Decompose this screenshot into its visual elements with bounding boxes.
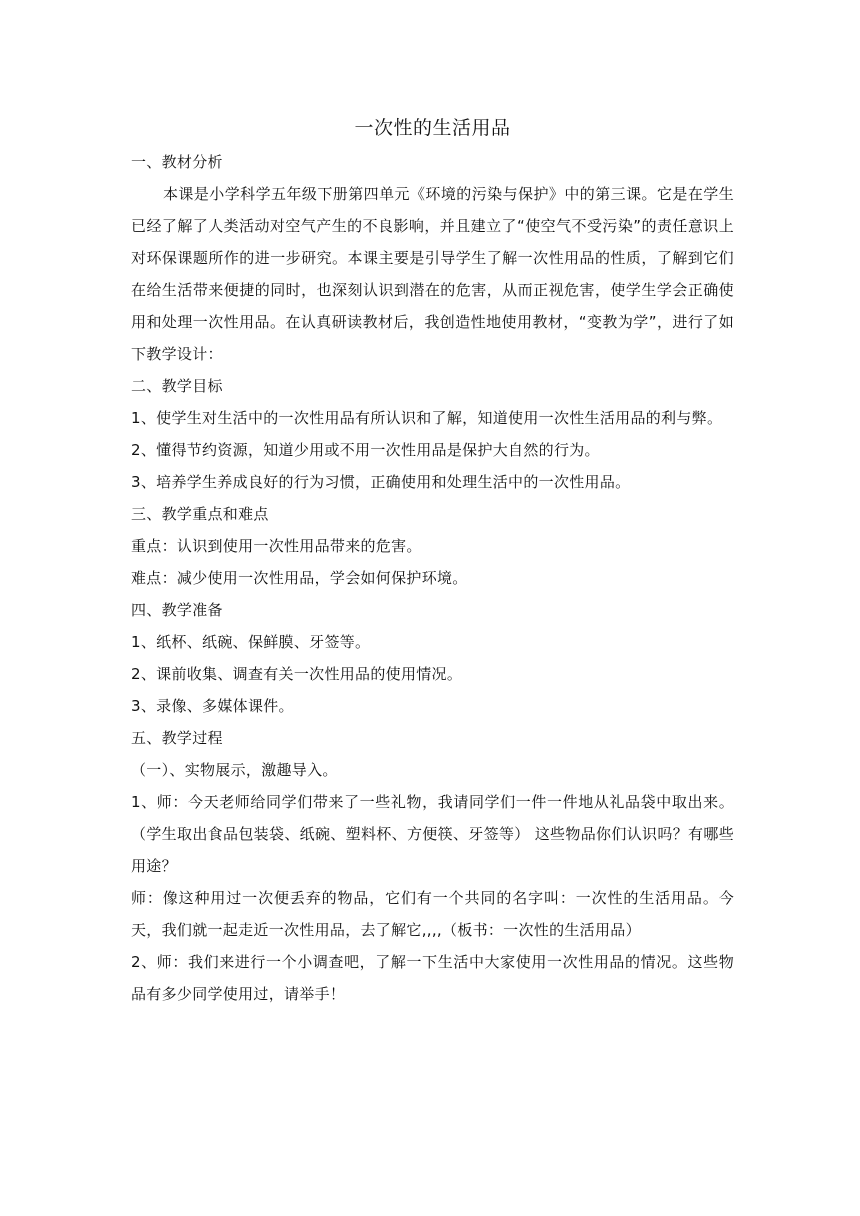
document-title: 一次性的生活用品 — [354, 117, 511, 139]
list-item: 2、课前收集、调查有关一次性用品的使用情况。 — [131, 665, 463, 683]
document-body — [131, 112, 734, 1010]
body-paragraph: 2、师：我们来进行一个小调查吧，了解一下生活中大家使用一次性用品的情况。这些物品有多少同学使用过，请举手！ — [131, 953, 734, 1003]
section-heading-2: 二、教学目标 — [131, 377, 223, 395]
section-heading-5: 五、教学过程 — [131, 729, 223, 747]
section-heading-1: 一、教材分析 — [131, 153, 223, 171]
section-heading-4: 四、教学准备 — [131, 601, 223, 619]
list-item: 3、培养学生养成良好的行为习惯，正确使用和处理生活中的一次性用品。 — [131, 473, 631, 491]
difficult-point: 难点：减少使用一次性用品，学会如何保护环境。 — [131, 569, 468, 587]
body-paragraph: 1、师：今天老师给同学们带来了一些礼物，我请同学们一件一件地从礼品袋中取出来。（学生取出食品包装袋、纸碗、塑料杯、方便筷、牙签等） 这些物品你们认识吗？有哪些用途？ — [131, 793, 734, 875]
list-item: 1、使学生对生活中的一次性用品有所认识和了解，知道使用一次性生活用品的利与弊。 — [131, 409, 723, 427]
body-paragraph: 师：像这种用过一次便丢弃的物品，它们有一个共同的名字叫：一次性的生活用品。今天，我们就一起走近一次性用品，去了解它,,,,（板书：一次性的生活用品） — [131, 889, 734, 939]
body-paragraph: 本课是小学科学五年级下册第四单元《环境的污染与保护》中的第三课。它是在学生已经了解了人类活动对空气产生的不良影响，并且建立了“使空气不受污染”的责任意识上对环保课题所作的进一步研究。本课主要是引导学生了解一次性用品的性质，了解到它们在给生活带来便捷的同时，也深刻认识到潜在的危害，从而正视危害，使学生学会正确使用和处理一次性用品。在认真研读教材后，我创造性地使用教材，“变教为学”，进行了如下教学设计： — [131, 185, 734, 363]
list-item: 2、懂得节约资源，知道少用或不用一次性用品是保护大自然的行为。 — [131, 441, 600, 459]
subsection-heading: （一）、实物展示，激趣导入。 — [131, 761, 338, 779]
section-heading-3: 三、教学重点和难点 — [131, 505, 269, 523]
list-item: 3、录像、多媒体课件。 — [131, 697, 294, 715]
list-item: 1、纸杯、纸碗、保鲜膜、牙签等。 — [131, 633, 371, 651]
key-point: 重点：认识到使用一次性用品带来的危害。 — [131, 537, 422, 555]
